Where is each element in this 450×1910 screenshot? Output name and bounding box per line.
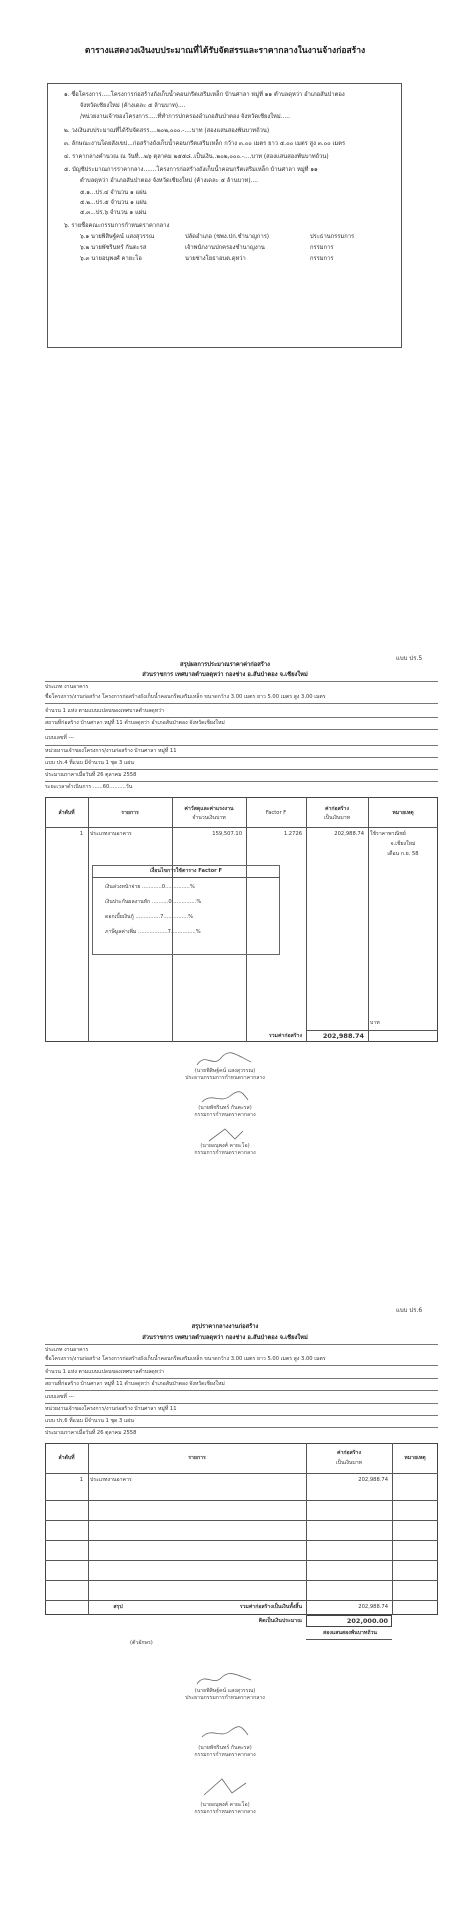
p3-col-line: [306, 1443, 307, 1615]
p3-words: สองแสนสองพันบาทถ้วน: [323, 1630, 377, 1636]
factor-f-guarantee: เงินประกันผลงานหัก ..........0...............%: [105, 899, 202, 905]
p3-col-line: [88, 1443, 89, 1615]
p2-row-count: จำนวน 1 แห่ง ตามแบบแปลนของเทศบาลตำบลดุหว่า: [45, 708, 164, 714]
p3-form-id: แบบ ปร.6: [396, 1307, 423, 1314]
signature-mark: [195, 1670, 255, 1688]
p3-row-attached: แบบ ปร.6 ที่แนบ มีจำนวน 1 ชุด 3 แผ่น: [45, 1418, 134, 1424]
p3-signature-2: [125, 1745, 325, 1758]
p3-summary-table: [45, 1443, 438, 1615]
p2-row1-total: 202,988.74: [334, 831, 364, 837]
p2-unit: บาท: [370, 1020, 380, 1026]
p3-col-line: [392, 1443, 393, 1615]
signature-mark: [195, 1050, 255, 1070]
p2-header-no: ลำดับที่: [58, 810, 75, 816]
committee-role-3: กรรมการ: [310, 256, 334, 262]
p3-sig3-name: (นายอนุพงศ์ คายะโอ): [200, 1802, 250, 1808]
committee-role-1: ประธานกรรมการ: [310, 234, 355, 240]
p2-sig2-role: กรรมการกำหนดราคากลาง: [194, 1111, 256, 1118]
p2-header-cost-unit: เป็นเงินบาท: [323, 815, 351, 821]
signature-mark: [200, 1775, 250, 1799]
p1-item-price-list-cont: ตำบลดุหว่า อำเภอสันป่าตอง จังหวัดเชียงใหม่ (ค้างเดละ ๕ ล้านบาท)....: [80, 178, 258, 184]
p3-row-agency: หน่วยงานเจ้าของโครงการ/งานก่อสร้าง บ้านศาลา หมู่ที่ 11: [45, 1406, 177, 1412]
p2-divider: [45, 729, 438, 730]
p3-divider: [45, 1365, 438, 1366]
p3-sig1-role: ประธานกรรมการกำหนดราคากลาง: [185, 1694, 265, 1701]
p3-row-line: [45, 1580, 438, 1581]
p2-row-attached: แบบ ปร.4 ที่แนบ มีจำนวน 1 ชุด 3 แผ่น: [45, 760, 134, 766]
committee-position-3: นายช่างโยธาอบต.ดุหว่า: [185, 256, 246, 262]
p2-header-cost: ค่าก่อสร้าง: [324, 806, 350, 812]
p2-title1: สรุปผลการประมาณราคาค่าก่อสร้าง: [180, 662, 270, 668]
p2-row1-note1: ใช้ราคาพาณิชย์: [370, 831, 406, 837]
p3-signature-1: [125, 1688, 325, 1701]
committee-name-1: ๖.๑ นายพิสิษฐ์คน์ แสงสุวรรณ: [80, 234, 155, 240]
p2-sum-label: รวมค่าก่อสร้าง: [268, 1033, 302, 1039]
p2-col-line: [368, 797, 369, 1042]
p2-header-material-unit: จำนวนเงินบาท: [192, 815, 226, 821]
committee-name-3: ๖.๓ นายอนุพงศ์ คายะโอ: [80, 256, 142, 262]
p3-row-line: [45, 1500, 438, 1501]
p3-title1: สรุปราคากลางงานก่อสร้าง: [191, 1324, 259, 1330]
p2-sig3-name: (นายอนุพงศ์ คายะโอ): [200, 1143, 250, 1149]
p1-item-project-cont: จังหวัดเชียงใหม่ (ค้างเดละ ๕ ล้านบาท)....: [80, 103, 186, 109]
p3-row-line: [45, 1600, 438, 1601]
p3-sig3-role: กรรมการกำหนดราคากลาง: [194, 1808, 256, 1815]
p2-header-material: ค่าวัสดุและค่าแรงงาน: [184, 806, 234, 812]
p2-row1-factor: 1.2726: [283, 831, 302, 837]
p2-sum-line: [306, 1030, 438, 1031]
page1-title: ตารางแสดงวงเงินงบประมาณที่ได้รับจัดสรรและราคากลางในงานจ้างก่อสร้าง: [84, 46, 366, 56]
p3-row-type: ประเภท งานอาคาร: [45, 1347, 89, 1353]
p2-header-factor: Factor F: [265, 810, 287, 816]
p2-signature-1: [125, 1068, 325, 1081]
p2-row-location: สถานที่ก่อสร้าง บ้านศาลา หมู่ที่ 11 ตำบลดุหว่า อำเภอสันป่าตอง จังหวัดเชียงใหม่: [45, 720, 225, 726]
p2-divider: [45, 717, 438, 718]
p2-row1-item: ประเภทงานอาคาร: [90, 831, 132, 837]
p3-header-no: ลำดับที่: [58, 1455, 75, 1461]
committee-role-2: กรรมการ: [310, 245, 334, 251]
p3-divider: [45, 1427, 438, 1428]
p3-words-label: (ตัวอักษร): [130, 1640, 153, 1646]
p2-row-duration: ระยะเวลาดำเนินการ ......60..........วัน: [45, 784, 133, 790]
p2-row1-cost: 159,507.10: [212, 831, 242, 837]
p3-header-item: รายการ: [188, 1455, 206, 1461]
p2-sig1-name: (นายพิสิษฐ์คน์ แสงสุวรรณ): [194, 1068, 256, 1074]
p2-divider: [45, 703, 438, 704]
p2-row1-note3: เดือน ก.ย. 58: [387, 851, 419, 857]
p3-row-line: [45, 1520, 438, 1521]
p3-sig2-role: กรรมการกำหนดราคากลาง: [194, 1751, 256, 1758]
factor-f-title-line: [92, 877, 280, 878]
p2-header-note: หมายเหตุ: [392, 810, 414, 816]
p3-header-cost: ค่าก่อสร้าง: [336, 1450, 362, 1456]
committee-position-2: เจ้าพนักงานปกครองชำนาญงาน: [185, 245, 265, 251]
p2-row-date: ประมาณราคาเมื่อวันที่ 26 ตุลาคม 2558: [45, 772, 137, 778]
p3-round-value: 202,000.00: [346, 1617, 388, 1625]
p1-item-agency: /หน่วยงานเจ้าของโครงการ.....ที่ทำการปกครองอำเภอสันป่าตอง จังหวัดเชียงใหม่.....: [80, 114, 290, 120]
committee-position-1: ปลัดอำเภอ (ชพง.ปก.ชำนาญการ): [185, 234, 270, 240]
p2-col-line: [88, 797, 89, 1042]
signature-mark: [200, 1725, 250, 1741]
p3-words-underline: [306, 1639, 392, 1640]
p2-divider: [45, 769, 438, 770]
p2-table-header-line: [45, 827, 438, 828]
p1-item-budget: ๒. วงเงินงบประมาณที่ได้รับจัดสรร....๒๐๒,๐๐๐.-....บาท (สองแสนสองพันบาทถ้วน): [64, 128, 270, 134]
p3-divider: [45, 1390, 438, 1391]
p2-form-id: แบบ ปร.5: [396, 655, 423, 662]
p2-sum-value: 202,988.74: [322, 1032, 364, 1040]
p1-item-work-type: ๓. ลักษณะงานโดยสังเขป...ก่อสร้างถังเก็บน้ำคอนกรีตเสริมเหล็ก กว้าง ๓.๐๐ เมตร ยาว ๕.๐๐ เมตร สูง ๓.๐๐ เมตร: [64, 141, 346, 147]
p1-item-median-price: ๔. ราคากลางคำนวณ ณ วันที่...๒๖ ตุลาคม ๒๕๕๘..เป็นเงิน..๒๐๒,๐๐๐.-....บาท (สองแสนสองพันบาทถ้วน): [64, 154, 329, 160]
p3-row-plan-no: แบบเลขที่ ---: [45, 1394, 75, 1400]
p2-row1-no: 1: [79, 831, 83, 837]
p2-row-project: ชื่อโครงการ/งานก่อสร้าง โครงการก่อสร้างถังเก็บน้ำคอนกรีตเสริมเหล็ก ขนาดกว้าง 3.00 เมตร ยาว 5.00 เมตร สูง 3.00 เมตร: [45, 694, 326, 700]
p3-row1-no: 1: [79, 1477, 83, 1483]
p2-divider: [45, 745, 438, 746]
p3-row-line: [45, 1560, 438, 1561]
p3-row-date: ประมาณราคาเมื่อวันที่ 26 ตุลาคม 2558: [45, 1430, 137, 1436]
p3-sig1-name: (นายพิสิษฐ์คน์ แสงสุวรรณ): [194, 1688, 256, 1694]
factor-f-title: เงื่อนไขการใช้ตาราง Factor F: [149, 868, 223, 874]
p2-signature-2: [125, 1105, 325, 1118]
p3-divider: [45, 1415, 438, 1416]
p2-divider: [45, 757, 438, 758]
p2-signature-3: [125, 1143, 325, 1156]
p3-table-header-line: [45, 1473, 438, 1474]
p3-row-line: [45, 1540, 438, 1541]
p3-divider: [45, 1378, 438, 1379]
p3-row-location: สถานที่ก่อสร้าง บ้านศาลา หมู่ที่ 11 ตำบลดุหว่า อำเภอสันป่าตอง จังหวัดเชียงใหม่: [45, 1381, 225, 1387]
p3-sig2-name: (นายพัชรินทร์ กันตะรส): [198, 1745, 252, 1751]
p3-round-label: คิดเป็นเงินประมาณ: [258, 1618, 302, 1624]
p3-header-cost-unit: เป็นเงินบาท: [335, 1460, 363, 1466]
signature-mark: [205, 1125, 245, 1145]
p2-header-item: รายการ: [121, 810, 139, 816]
p2-row-agency: หน่วยงานเจ้าของโครงการ/งานก่อสร้าง บ้านศาลา หมู่ที่ 11: [45, 748, 177, 754]
p3-divider: [45, 1344, 438, 1345]
factor-f-vat: ภาษีมูลค่าเพิ่ม ..................7...............%: [105, 929, 201, 935]
factor-f-advance: เงินล่วงหน้าจ่าย ............0...............%: [105, 884, 195, 890]
p3-row1-item: ประเภทงานอาคาร: [90, 1477, 132, 1483]
p1-item-form-5: ๕.๒...ปร.๕ จำนวน ๑ แผ่น: [80, 200, 147, 206]
p2-row-type: ประเภท งานอาคาร: [45, 684, 89, 690]
p1-item-form-6: ๕.๓...ปร.๖ จำนวน ๑ แผ่น: [80, 210, 147, 216]
p3-sum-value: 202,988.74: [358, 1604, 388, 1610]
p1-item-price-list: ๕. บัญชีประมาณการราคากลาง.......โครงการก่อสร้างถังเก็บน้ำคอนกรีตเสริมเหล็ก บ้านศาลา หมู่ที่ ๑๑: [64, 167, 318, 173]
p3-divider: [45, 1403, 438, 1404]
committee-name-2: ๖.๒ นายพัชรินทร์ กันตะรส: [80, 245, 147, 251]
p3-summary-label: สรุป: [113, 1604, 123, 1610]
p2-row1-note2: จ.เชียงใหม่: [390, 841, 416, 847]
p1-item-form-4: ๕.๑...ปร.๔ จำนวน ๑ แผ่น: [80, 190, 147, 196]
p1-item-committee-title: ๖. รายชื่อคณะกรรมการกำหนดราคากลาง: [64, 223, 170, 229]
signature-mark: [200, 1090, 250, 1106]
p3-sum-label: รวมค่าก่อสร้างเป็นเงินทั้งสิ้น: [239, 1604, 302, 1610]
p3-row-project: ชื่อโครงการ/งานก่อสร้าง โครงการก่อสร้างถังเก็บน้ำคอนกรีตเสริมเหล็ก ขนาดกว้าง 3.00 เมตร ยาว 5.00 เมตร สูง 3.00 เมตร: [45, 1356, 326, 1362]
p2-sig3-role: กรรมการกำหนดราคากลาง: [194, 1149, 256, 1156]
p2-sig1-role: ประธานกรรมการกำหนดราคากลาง: [185, 1074, 265, 1081]
p2-title2: ส่วนราชการ เทศบาลตำบลดุหว่า กองช่าง อ.สันป่าตอง จ.เชียงใหม่: [142, 672, 308, 678]
p1-item-project: ๑. ชื่อโครงการ.....โครงการก่อสร้างถังเก็บน้ำคอนกรีตเสริมเหล็ก บ้านศาลา หมู่ที่ ๑๑ ตำบลดุหว่า อำเภอสันป่าตอง: [64, 92, 345, 98]
p2-sig2-name: (นายพัชรินทร์ กันตะรส): [198, 1105, 252, 1111]
p3-row-count: จำนวน 1 แห่ง ตามแบบแปลนของเทศบาลตำบลดุหว่า: [45, 1369, 164, 1375]
p2-divider: [45, 781, 438, 782]
factor-f-interest: ดอกเบี้ยเงินกู้ ...............7...............%: [105, 914, 194, 920]
p3-header-note: หมายเหตุ: [404, 1455, 426, 1461]
p2-row-plan-no: แบบเลขที่ ---: [45, 735, 75, 741]
p3-signature-3: [125, 1802, 325, 1815]
p3-row1-total: 202,988.74: [358, 1477, 388, 1483]
factor-f-box: [92, 865, 280, 955]
p2-divider: [45, 681, 438, 682]
p3-title2: ส่วนราชการ เทศบาลตำบลดุหว่า กองช่าง อ.สันป่าตอง จ.เชียงใหม่: [142, 1335, 308, 1341]
